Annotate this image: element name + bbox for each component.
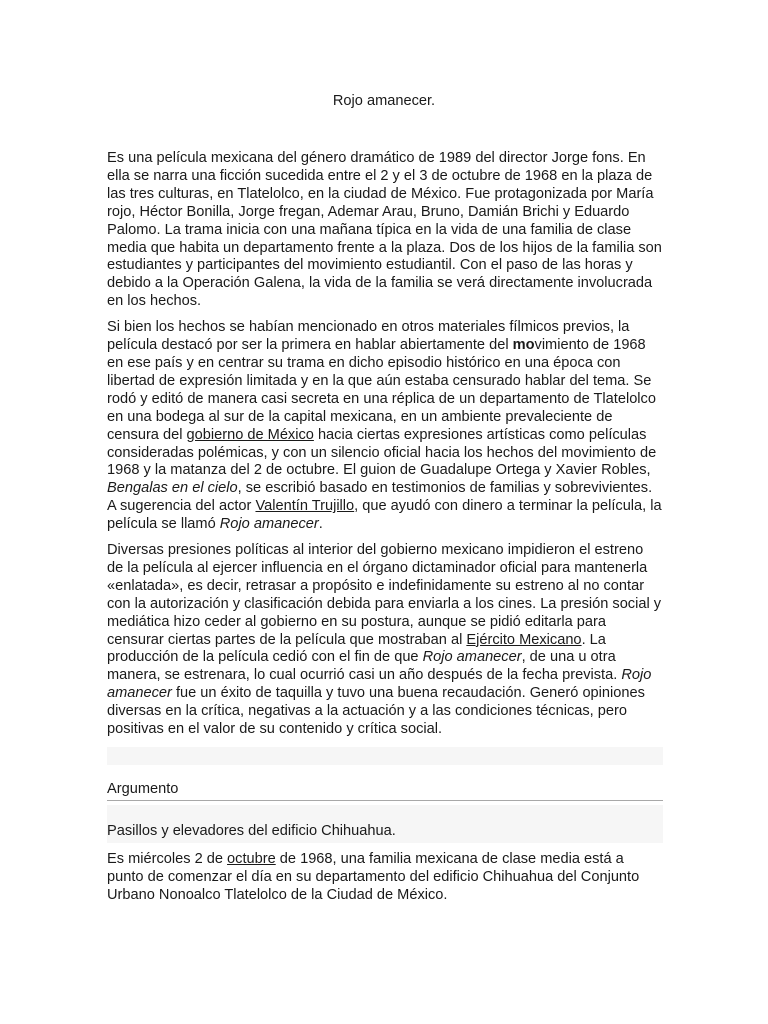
paragraph-intro: Es una película mexicana del género dramático de 1989 del director Jorge fons. En ella se narra una ficción sucedida entre el 2 y el 3 de octubre de 1968 en la plaza de las tres culturas, en Tlatelolco, en la ciudad de México. Fue protagonizada por María rojo, Héctor Bonilla, Jorge fregan, Ademar Arau, Bruno, Damián Brichi y Eduardo Palomo. La trama inicia con una mañana típica en la vida de una familia de clase media que habita un departamento frente a la plaza. Dos de los hijos de la familia son estudiantes y participantes del movimiento estudiantil. Con el paso de las horas y debido a la Operación Galena, la vida de la familia se verá directamente involucrada en los hechos.	[107, 150, 662, 310]
paragraph-censorship	[107, 542, 663, 739]
bold-text: mo	[512, 337, 535, 354]
text-run: , que ayudó con dinero a terminar la película, la película se llamó	[107, 498, 662, 533]
text-run: , se escribió basado en testimonios de familias y sobrevivientes. A sugerencia del actor	[107, 480, 653, 515]
text-run: fue un éxito de taquilla y tuvo una buena recaudación. Generó opiniones diversas en la crítica, negativas a la actuación y a las condiciones técnicas, pero positivas en el valor de su contenido y crítica social.	[107, 685, 645, 738]
text-run: Diversas presiones políticas al interior del gobierno mexicano impidieron el estreno de la película al ejercer influencia en el órgano dictaminador oficial para mantenerla «enlatada», es decir, retrasar a propósito e indefinidamente su estreno al no contar con la autorización y clasificación debida para enviarla a los cines. La presión social y mediática hizo ceder al gobierno en su postura, aunque se pidió editarla para censurar ciertas partes de la película que mostraban al	[107, 542, 662, 648]
italic-title-rojo-amanecer: Rojo amanecer	[219, 516, 319, 533]
subheading-text: Pasillos y elevadores del edificio Chihuahua.	[107, 822, 396, 839]
text-run: . La producción de la película cedió con el fin de que	[107, 631, 606, 666]
italic-title-rojo-amanecer: Rojo amanecer	[422, 649, 522, 666]
link-valentin-trujillo[interactable]: Valentín Trujillo	[255, 498, 355, 515]
document-body	[107, 150, 663, 913]
link-octubre[interactable]: octubre	[227, 850, 276, 867]
text-run: vimiento de 1968 en ese país y en centrar su trama en dicho episodio histórico en una época con libertad de expresión limitada y en la que aún estaba censurado hablar del tema. Se rodó y editó de manera casi secreta en una réplica de un departamento de Tlatelolco en una bodega al sur de la capital mexicana, en un ambiente prevaleciente de censura del	[107, 337, 656, 443]
section-heading-argumento: Argumento	[107, 781, 663, 801]
text-run: Es miércoles 2 de	[107, 850, 228, 867]
text-run: hacia ciertas expresiones artísticas como películas consideradas polémicas, y con un silencio oficial hacia los hechos del movimiento de 1968 y la matanza del 2 de octubre. El guion de Guadalupe Ortega y Xavier Robles,	[107, 426, 657, 479]
subsection-heading	[107, 805, 663, 843]
italic-title-rojo-amanecer: Rojo amanecer	[107, 667, 652, 702]
text-run: , de una u otra manera, se estrenara, lo cual ocurrió casi un año después de la fecha prevista.	[107, 649, 622, 684]
link-gobierno-de-mexico[interactable]: gobierno de México	[186, 426, 314, 443]
paragraph-argument	[107, 851, 663, 905]
paragraph-production	[107, 319, 663, 534]
text-run: Si bien los hechos se habían mencionado en otros materiales fílmicos previos, la película destacó por ser la primera en hablar abiertamente del	[107, 319, 630, 354]
document-title: Rojo amanecer.	[332, 93, 436, 109]
text-run: de 1968, una familia mexicana de clase media está a punto de comenzar el día en su departamento del edificio Chihuahua del Conjunto Urbano Nonoalco Tlatelolco de la Ciudad de México.	[107, 850, 640, 903]
italic-title-bengalas: Bengalas en el cielo	[107, 480, 238, 497]
text-run: .	[318, 516, 323, 533]
link-ejercito-mexicano[interactable]: Ejército Mexicano	[466, 631, 582, 648]
spacer-band	[107, 747, 663, 765]
